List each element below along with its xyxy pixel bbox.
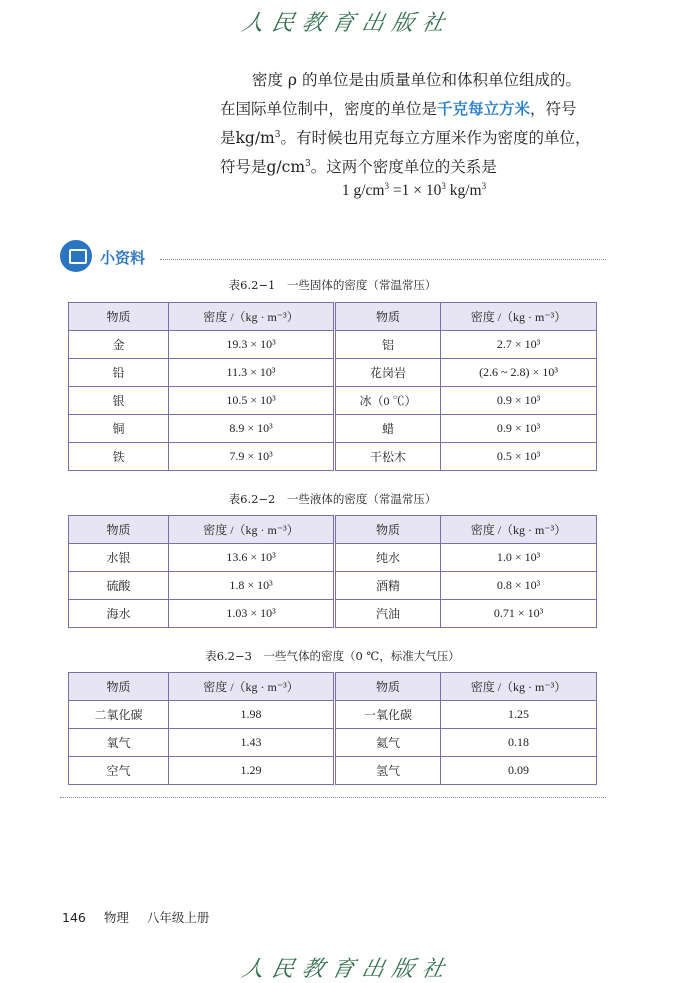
table-cell: 1.98 <box>169 701 335 729</box>
column-header: 物质 <box>69 673 169 701</box>
intro-line <box>220 95 610 124</box>
table-row <box>69 701 597 729</box>
column-header: 密度 /（kg · m⁻³） <box>441 673 597 701</box>
table-row <box>69 572 597 600</box>
superscript: 3 <box>274 130 281 140</box>
column-header: 密度 /（kg · m⁻³） <box>169 303 335 331</box>
table-cell: 氢气 <box>335 757 441 785</box>
table-cell: 1.43 <box>169 729 335 757</box>
table-cell: 水银 <box>69 544 169 572</box>
table-cell: 1.03 × 10³ <box>169 600 335 628</box>
column-header: 密度 /（kg · m⁻³） <box>441 303 597 331</box>
intro-paragraph <box>220 66 610 182</box>
intro-line <box>220 124 610 153</box>
table-cell: 汽油 <box>335 600 441 628</box>
text: 。这两个密度单位的关系是 <box>310 158 497 176</box>
table-cell: 酒精 <box>335 572 441 600</box>
table-cell: 铝 <box>335 331 441 359</box>
table-header-row <box>69 673 597 701</box>
table-cell: 0.9 × 10³ <box>441 415 597 443</box>
density-table <box>68 672 597 785</box>
table-cell: 金 <box>69 331 169 359</box>
table-cell: 1.29 <box>169 757 335 785</box>
table-caption: 表6.2−2 一些液体的密度（常温常压） <box>228 492 437 506</box>
table-row <box>69 443 597 471</box>
page-footer <box>62 908 223 926</box>
note-header <box>60 240 606 276</box>
column-header: 密度 /（kg · m⁻³） <box>169 516 335 544</box>
table-cell: 1.8 × 10³ <box>169 572 335 600</box>
text: ，符号 <box>530 100 577 118</box>
note-title: 小资料 <box>100 249 146 267</box>
table-header-row <box>69 303 597 331</box>
table-cell: 1.0 × 10³ <box>441 544 597 572</box>
superscript: 3 <box>384 181 389 191</box>
column-header: 物质 <box>335 303 441 331</box>
table-row <box>69 387 597 415</box>
table-header-row <box>69 516 597 544</box>
table-cell: 11.3 × 10³ <box>169 359 335 387</box>
text: 1 g/cm <box>341 182 385 199</box>
table-cell: 一氧化碳 <box>335 701 441 729</box>
density-table <box>68 515 597 628</box>
divider <box>160 259 606 260</box>
text: 是kg/m <box>220 129 275 147</box>
publisher-logo-bottom: 人民教育出版社 <box>239 957 455 982</box>
text: 符号是g/cm <box>220 158 306 176</box>
table-cell: 花岗岩 <box>335 359 441 387</box>
table-caption: 表6.2−1 一些固体的密度（常温常压） <box>228 278 437 292</box>
table-cell: 空气 <box>69 757 169 785</box>
superscript: 3 <box>481 181 487 191</box>
table-cell: 7.9 × 10³ <box>169 443 335 471</box>
info-book-icon <box>60 240 92 272</box>
table-row <box>69 600 597 628</box>
publisher-logo-top: 人民教育出版社 <box>239 11 455 36</box>
intro-line <box>220 153 610 182</box>
table-row <box>69 415 597 443</box>
table-row <box>69 331 597 359</box>
superscript: 3 <box>305 159 311 169</box>
table-row <box>69 729 597 757</box>
table-cell: 8.9 × 10³ <box>169 415 335 443</box>
table-cell: 氧气 <box>69 729 169 757</box>
table-cell: 干松木 <box>335 443 441 471</box>
text: kg/m <box>445 182 482 199</box>
table-cell: 0.9 × 10³ <box>441 387 597 415</box>
table-row <box>69 757 597 785</box>
table-cell: 硫酸 <box>69 572 169 600</box>
table-cell: 0.71 × 10³ <box>441 600 597 628</box>
table-cell: 0.09 <box>441 757 597 785</box>
table-cell: 银 <box>69 387 169 415</box>
table-cell: 二氧化碳 <box>69 701 169 729</box>
column-header: 物质 <box>69 516 169 544</box>
table-row <box>69 544 597 572</box>
column-header: 密度 /（kg · m⁻³） <box>169 673 335 701</box>
grade: 八年级上册 <box>146 910 210 925</box>
table-cell: 海水 <box>69 600 169 628</box>
table-cell: 氦气 <box>335 729 441 757</box>
divider <box>60 797 606 798</box>
column-header: 物质 <box>335 673 441 701</box>
table-cell: 1.25 <box>441 701 597 729</box>
superscript: 3 <box>441 181 446 191</box>
table-row <box>69 359 597 387</box>
table-caption: 表6.2−3 一些气体的密度（0 ℃，标准大气压） <box>205 649 460 663</box>
table-cell: 10.5 × 10³ <box>169 387 335 415</box>
table-cell: (2.6 ~ 2.8) × 10³ <box>441 359 597 387</box>
table-cell: 0.5 × 10³ <box>441 443 597 471</box>
unit-relation-formula <box>0 182 695 200</box>
intro-line: 密度 ρ 的单位是由质量单位和体积单位组成的。 <box>252 71 581 89</box>
text: 在国际单位制中，密度的单位是 <box>220 100 438 118</box>
text: =1 × 10 <box>389 182 442 199</box>
table-cell: 纯水 <box>335 544 441 572</box>
table-cell: 铜 <box>69 415 169 443</box>
table-cell: 0.8 × 10³ <box>441 572 597 600</box>
table-cell: 13.6 × 10³ <box>169 544 335 572</box>
column-header: 密度 /（kg · m⁻³） <box>441 516 597 544</box>
table-cell: 2.7 × 10³ <box>441 331 597 359</box>
density-table <box>68 302 597 471</box>
column-header: 物质 <box>335 516 441 544</box>
keyword-kg-per-m3: 千克每立方米 <box>437 100 531 118</box>
subject: 物理 <box>103 910 129 925</box>
table-cell: 19.3 × 10³ <box>169 331 335 359</box>
page-number: 146 <box>62 910 86 925</box>
table-cell: 铁 <box>69 443 169 471</box>
table-cell: 冰（0 ℃） <box>335 387 441 415</box>
table-cell: 0.18 <box>441 729 597 757</box>
table-cell: 蜡 <box>335 415 441 443</box>
column-header: 物质 <box>69 303 169 331</box>
text: 。有时候也用克每立方厘米作为密度的单位， <box>280 129 591 147</box>
table-cell: 铅 <box>69 359 169 387</box>
